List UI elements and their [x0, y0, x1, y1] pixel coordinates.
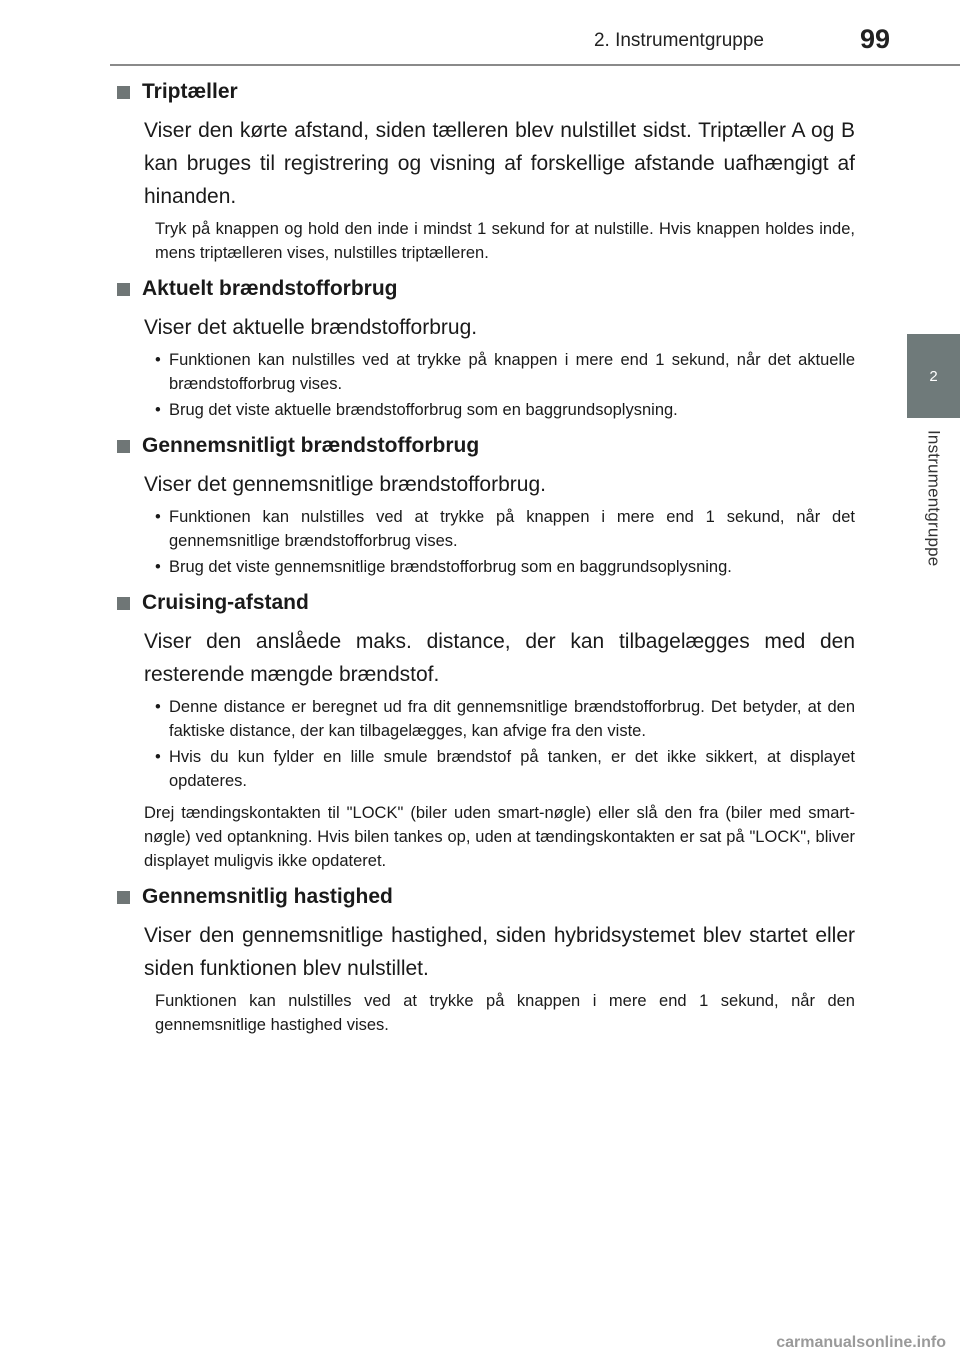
- section-heading-text: Aktuelt brændstofforbrug: [142, 277, 398, 300]
- list-item: • Brug det viste aktuelle brændstofforbrug som en baggrundsoplysning.: [155, 398, 855, 422]
- section-note: Drej tændingskontakten til "LOCK" (biler uden smart-nøgle) eller slå den fra (biler med smart-nøgle) ved optankning. Hvis bilen tankes op, uden at tændingskontakten er sat på "LOCK", bliver displayet muligvis ikke opdateret.: [144, 804, 855, 870]
- section-cruising-afstand: [117, 589, 855, 873]
- section-detail: Tryk på knappen og hold den inde i mindst 1 sekund for at nulstille. Hvis knappen holdes inde, mens triptælleren vises, nulstilles triptælleren.: [155, 220, 855, 262]
- bullet-list: [155, 695, 855, 793]
- section-lead: Viser det aktuelle brændstofforbrug.: [144, 316, 478, 339]
- chapter-tab-number: [907, 334, 960, 418]
- section-lead: Viser det gennemsnitlige brændstofforbrug.: [144, 473, 546, 496]
- section-heading: [117, 78, 855, 106]
- list-item: • Funktionen kan nulstilles ved at trykke på knappen i mere end 1 sekund, når det aktuelle brændstofforbrug vises.: [155, 348, 855, 396]
- square-bullet-icon: [117, 283, 130, 296]
- bullet-dot-icon: •: [155, 508, 161, 526]
- list-item: • Brug det viste gennemsnitlige brændstofforbrug som en baggrundsoplysning.: [155, 555, 855, 579]
- section-lead: Viser den gennemsnitlige hastighed, siden hybridsystemet blev startet eller siden funktionen blev nulstillet.: [144, 924, 855, 980]
- square-bullet-icon: [117, 891, 130, 904]
- section-heading-text: Gennemsnitlig hastighed: [142, 885, 393, 908]
- list-item: • Funktionen kan nulstilles ved at trykke på knappen i mere end 1 sekund, når det gennemsnitlige brændstofforbrug vises.: [155, 505, 855, 553]
- chapter-title: 2. Instrumentgruppe: [593, 30, 764, 51]
- chapter-tab-number-text: 2: [929, 367, 938, 385]
- bullet-dot-icon: •: [155, 558, 161, 576]
- bullet-dot-icon: •: [155, 698, 161, 716]
- square-bullet-icon: [117, 86, 130, 99]
- bullet-dot-icon: •: [155, 351, 161, 369]
- list-item: • Denne distance er beregnet ud fra dit gennemsnitlige brændstofforbrug. Det betyder, at den faktiske distance, der kan tilbagelægges, kan afvige fra den viste.: [155, 695, 855, 743]
- section-heading: [117, 883, 855, 911]
- section-detail: Funktionen kan nulstilles ved at trykke på knappen i mere end 1 sekund, når den gennemsnitlige hastighed vises.: [155, 992, 855, 1034]
- section-lead: Viser den kørte afstand, siden tælleren blev nulstillet sidst. Triptæller A og B kan bruges til registrering og visning af forskellige afstande uafhængigt af hinanden.: [144, 119, 855, 208]
- section-gennemsnitligt-forbrug: [117, 432, 855, 579]
- list-item: • Hvis du kun fylder en lille smule brændstof på tanken, er det ikke sikkert, at displayet opdateres.: [155, 745, 855, 793]
- watermark: carmanualsonline.info: [776, 1334, 946, 1351]
- square-bullet-icon: [117, 440, 130, 453]
- section-heading-text: Gennemsnitligt brændstofforbrug: [142, 434, 480, 457]
- chapter-tab-label-text: Instrumentgruppe: [924, 430, 944, 567]
- square-bullet-icon: [117, 597, 130, 610]
- section-lead: Viser den anslåede maks. distance, der kan tilbagelægges med den resterende mængde brændstof.: [144, 630, 855, 686]
- section-gennemsnitlig-hastighed: [117, 883, 855, 1037]
- bullet-list: [155, 348, 855, 422]
- section-heading-text: Triptæller: [142, 80, 238, 103]
- section-heading-text: Cruising-afstand: [142, 591, 309, 614]
- header-rule: [110, 64, 960, 66]
- page-content: [117, 78, 855, 1047]
- bullet-dot-icon: •: [155, 748, 161, 766]
- section-heading: [117, 432, 855, 460]
- section-heading: [117, 589, 855, 617]
- bullet-dot-icon: •: [155, 401, 161, 419]
- chapter-tab-label: [907, 418, 960, 618]
- section-aktuelt-forbrug: [117, 275, 855, 422]
- section-heading: [117, 275, 855, 303]
- bullet-list: [155, 505, 855, 579]
- section-triptaeller: [117, 78, 855, 265]
- page-header: [0, 0, 960, 66]
- page-number: 99: [859, 24, 890, 54]
